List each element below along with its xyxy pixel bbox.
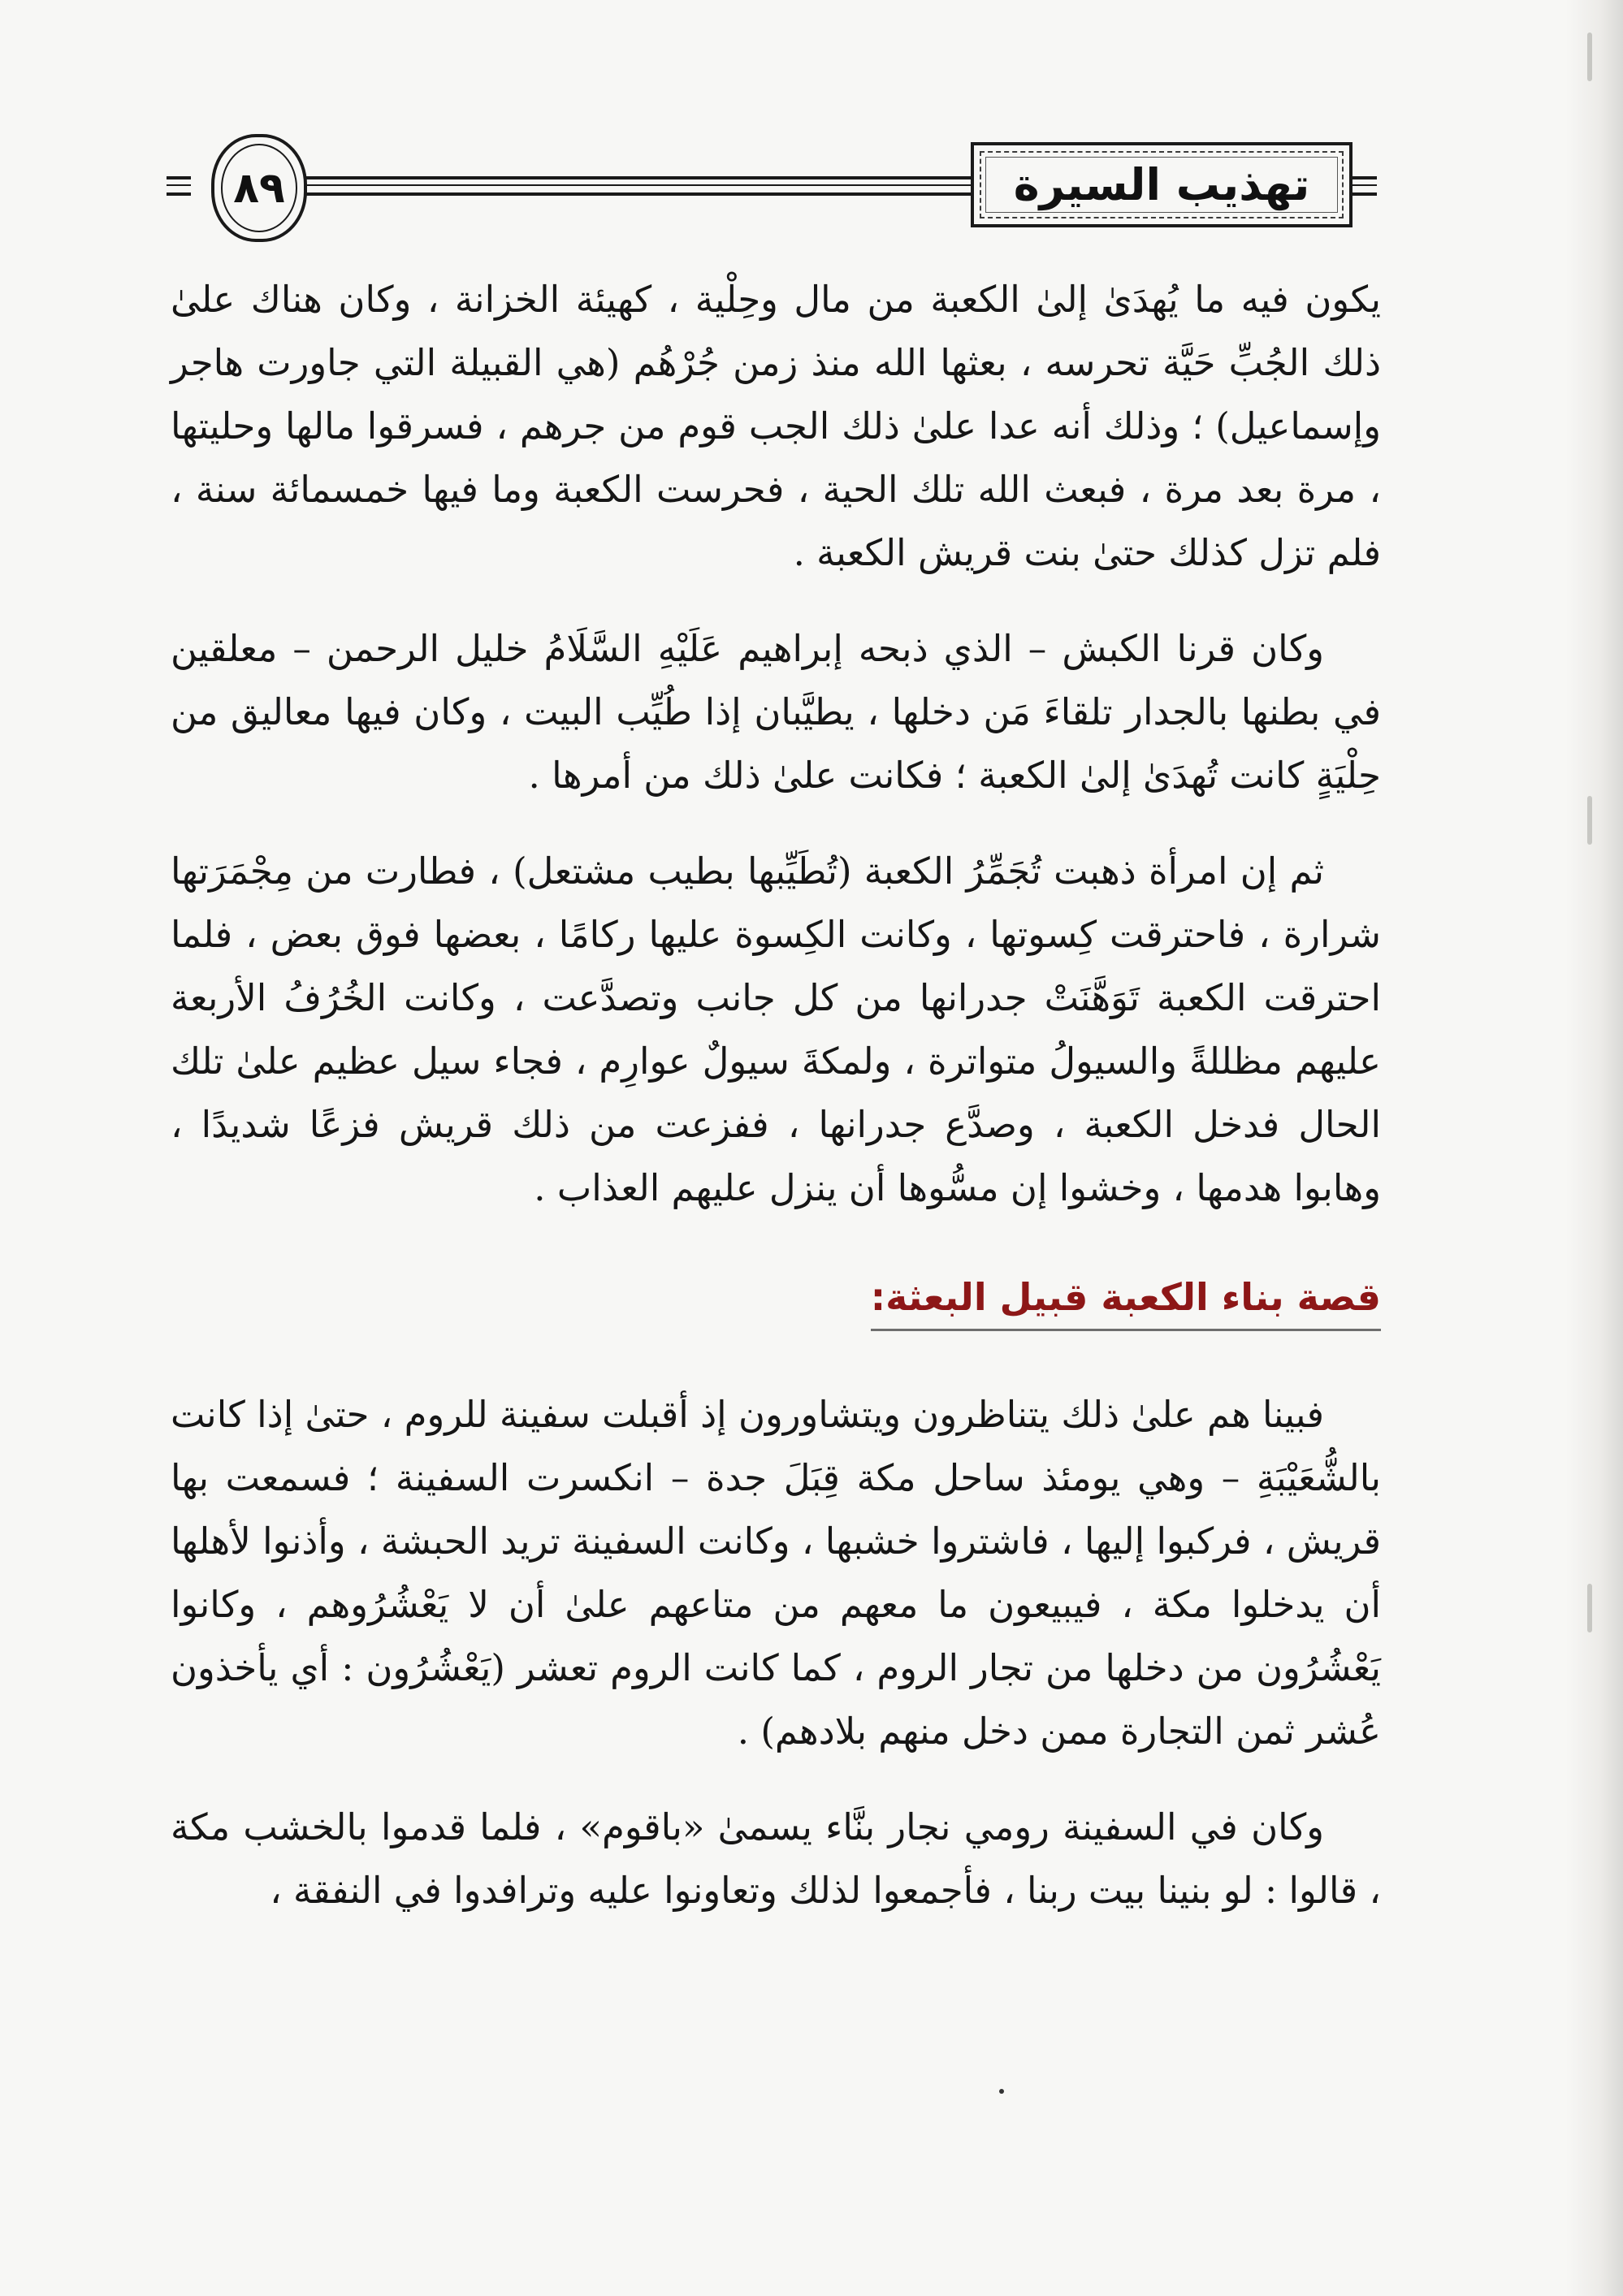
book-title-frame	[971, 142, 1352, 227]
header-rule	[288, 176, 971, 179]
book-title: تهذيب السيرة	[1013, 159, 1310, 210]
header-rule	[1351, 184, 1377, 186]
binding-stitch	[1587, 32, 1592, 81]
binding-stitch	[1587, 1584, 1592, 1632]
paragraph: فبينا هم علىٰ ذلك يتناظرون ويتشاورون إذ أقبلت سفينة للروم ، حتىٰ إذا كانت بالشُّعَيْبَةِ – وهي يومئذ ساحل مكة قِبَلَ جدة – انكسرت السفينة ؛ فسمعت بها قريش ، فركبوا إليها ، فاشتروا خشبها ، وكانت السفينة تريد الحبشة ، وأذنوا لأهلها أن يدخلوا مكة ، فيبيعون ما معهم من متاعهم علىٰ أن لا يَعْشُرُوهم ، وكانوا يَعْشُرُون من دخلها من تجار الروم ، كما كانت الروم تعشر (يَعْشُرُون : أي يأخذون عُشر ثمن التجارة ممن دخل منهم بلادهم) .	[171, 1393, 1381, 1753]
section-heading: قصة بناء الكعبة قبيل البعثة:	[871, 1269, 1381, 1331]
page-mark	[999, 2089, 1004, 2094]
header-rule	[1351, 192, 1377, 196]
section-heading-wrap	[171, 1220, 1381, 1383]
header-rule	[167, 176, 191, 179]
header-rule	[167, 184, 191, 186]
header-rule	[288, 192, 971, 196]
binding-stitch	[1587, 796, 1592, 845]
paragraph: ثم إن امرأة ذهبت تُجَمِّرُ الكعبة (تُطَيِّبها بطيب مشتعل) ، فطارت من مِجْمَرَتها شرارة ، فاحترقت كِسوتها ، وكانت الكِسوة عليها ركامًا ، بعضها فوق بعض ، فلما احترقت الكعبة تَوَهَّنَتْ جدرانها من كل جانب وتصدَّعت ، وكانت الخُرُفُ الأربعة عليهم مظللةً والسيولُ متواترة ، ولمكةَ سيولٌ عوارِم ، فجاء سيل عظيم علىٰ تلك الحال فدخل الكعبة ، وصدَّع جدرانها ، ففزعت من ذلك قريش فزعًا شديدًا ، وهابوا هدمها ، وخشوا إن مسُّوها أن ينزل عليهم العذاب .	[171, 850, 1381, 1209]
paragraph: وكان في السفينة رومي نجار بنَّاء يسمىٰ «باقوم» ، فلما قدموا بالخشب مكة ، قالوا : لو بنينا بيت ربنا ، فأجمعوا لذلك وتعاونوا عليه وترافدوا في النفقة ،	[171, 1805, 1381, 1912]
header-rule	[1351, 176, 1377, 179]
header-rule	[288, 184, 971, 186]
page-number: ٨٩	[233, 163, 285, 213]
paragraph: يكون فيه ما يُهدَىٰ إلىٰ الكعبة من مال وحِلْية ، كهيئة الخزانة ، وكان هناك علىٰ ذلك الجُبِّ حَيَّة تحرسه ، بعثها الله منذ زمن جُرْهُم (هي القبيلة التي جاورت هاجر وإسماعيل) ؛ وذلك أنه عدا علىٰ ذلك الجب قوم من جرهم ، فسرقوا مالها وحليتها ، مرة بعد مرة ، فبعث الله تلك الحية ، فحرست الكعبة وما فيها خمسمائة سنة ، فلم تزل كذلك حتىٰ بنت قريش الكعبة .	[171, 278, 1381, 574]
header-rule	[167, 192, 191, 196]
page-number-frame	[211, 134, 307, 242]
page-body	[171, 268, 1381, 1922]
page-binding-shadow	[1566, 0, 1623, 2296]
page-header	[167, 134, 1377, 248]
paragraph: وكان قرنا الكبش – الذي ذبحه إبراهيم عَلَيْهِ السَّلَامُ خليل الرحمن – معلقين في بطنها بالجدار تلقاءَ مَن دخلها ، يطيَّبان إذا طُيِّب البيت ، وكان فيها معاليق من حِلْيَةٍ كانت تُهدَىٰ إلىٰ الكعبة ؛ فكانت علىٰ ذلك من أمرها .	[171, 627, 1381, 797]
